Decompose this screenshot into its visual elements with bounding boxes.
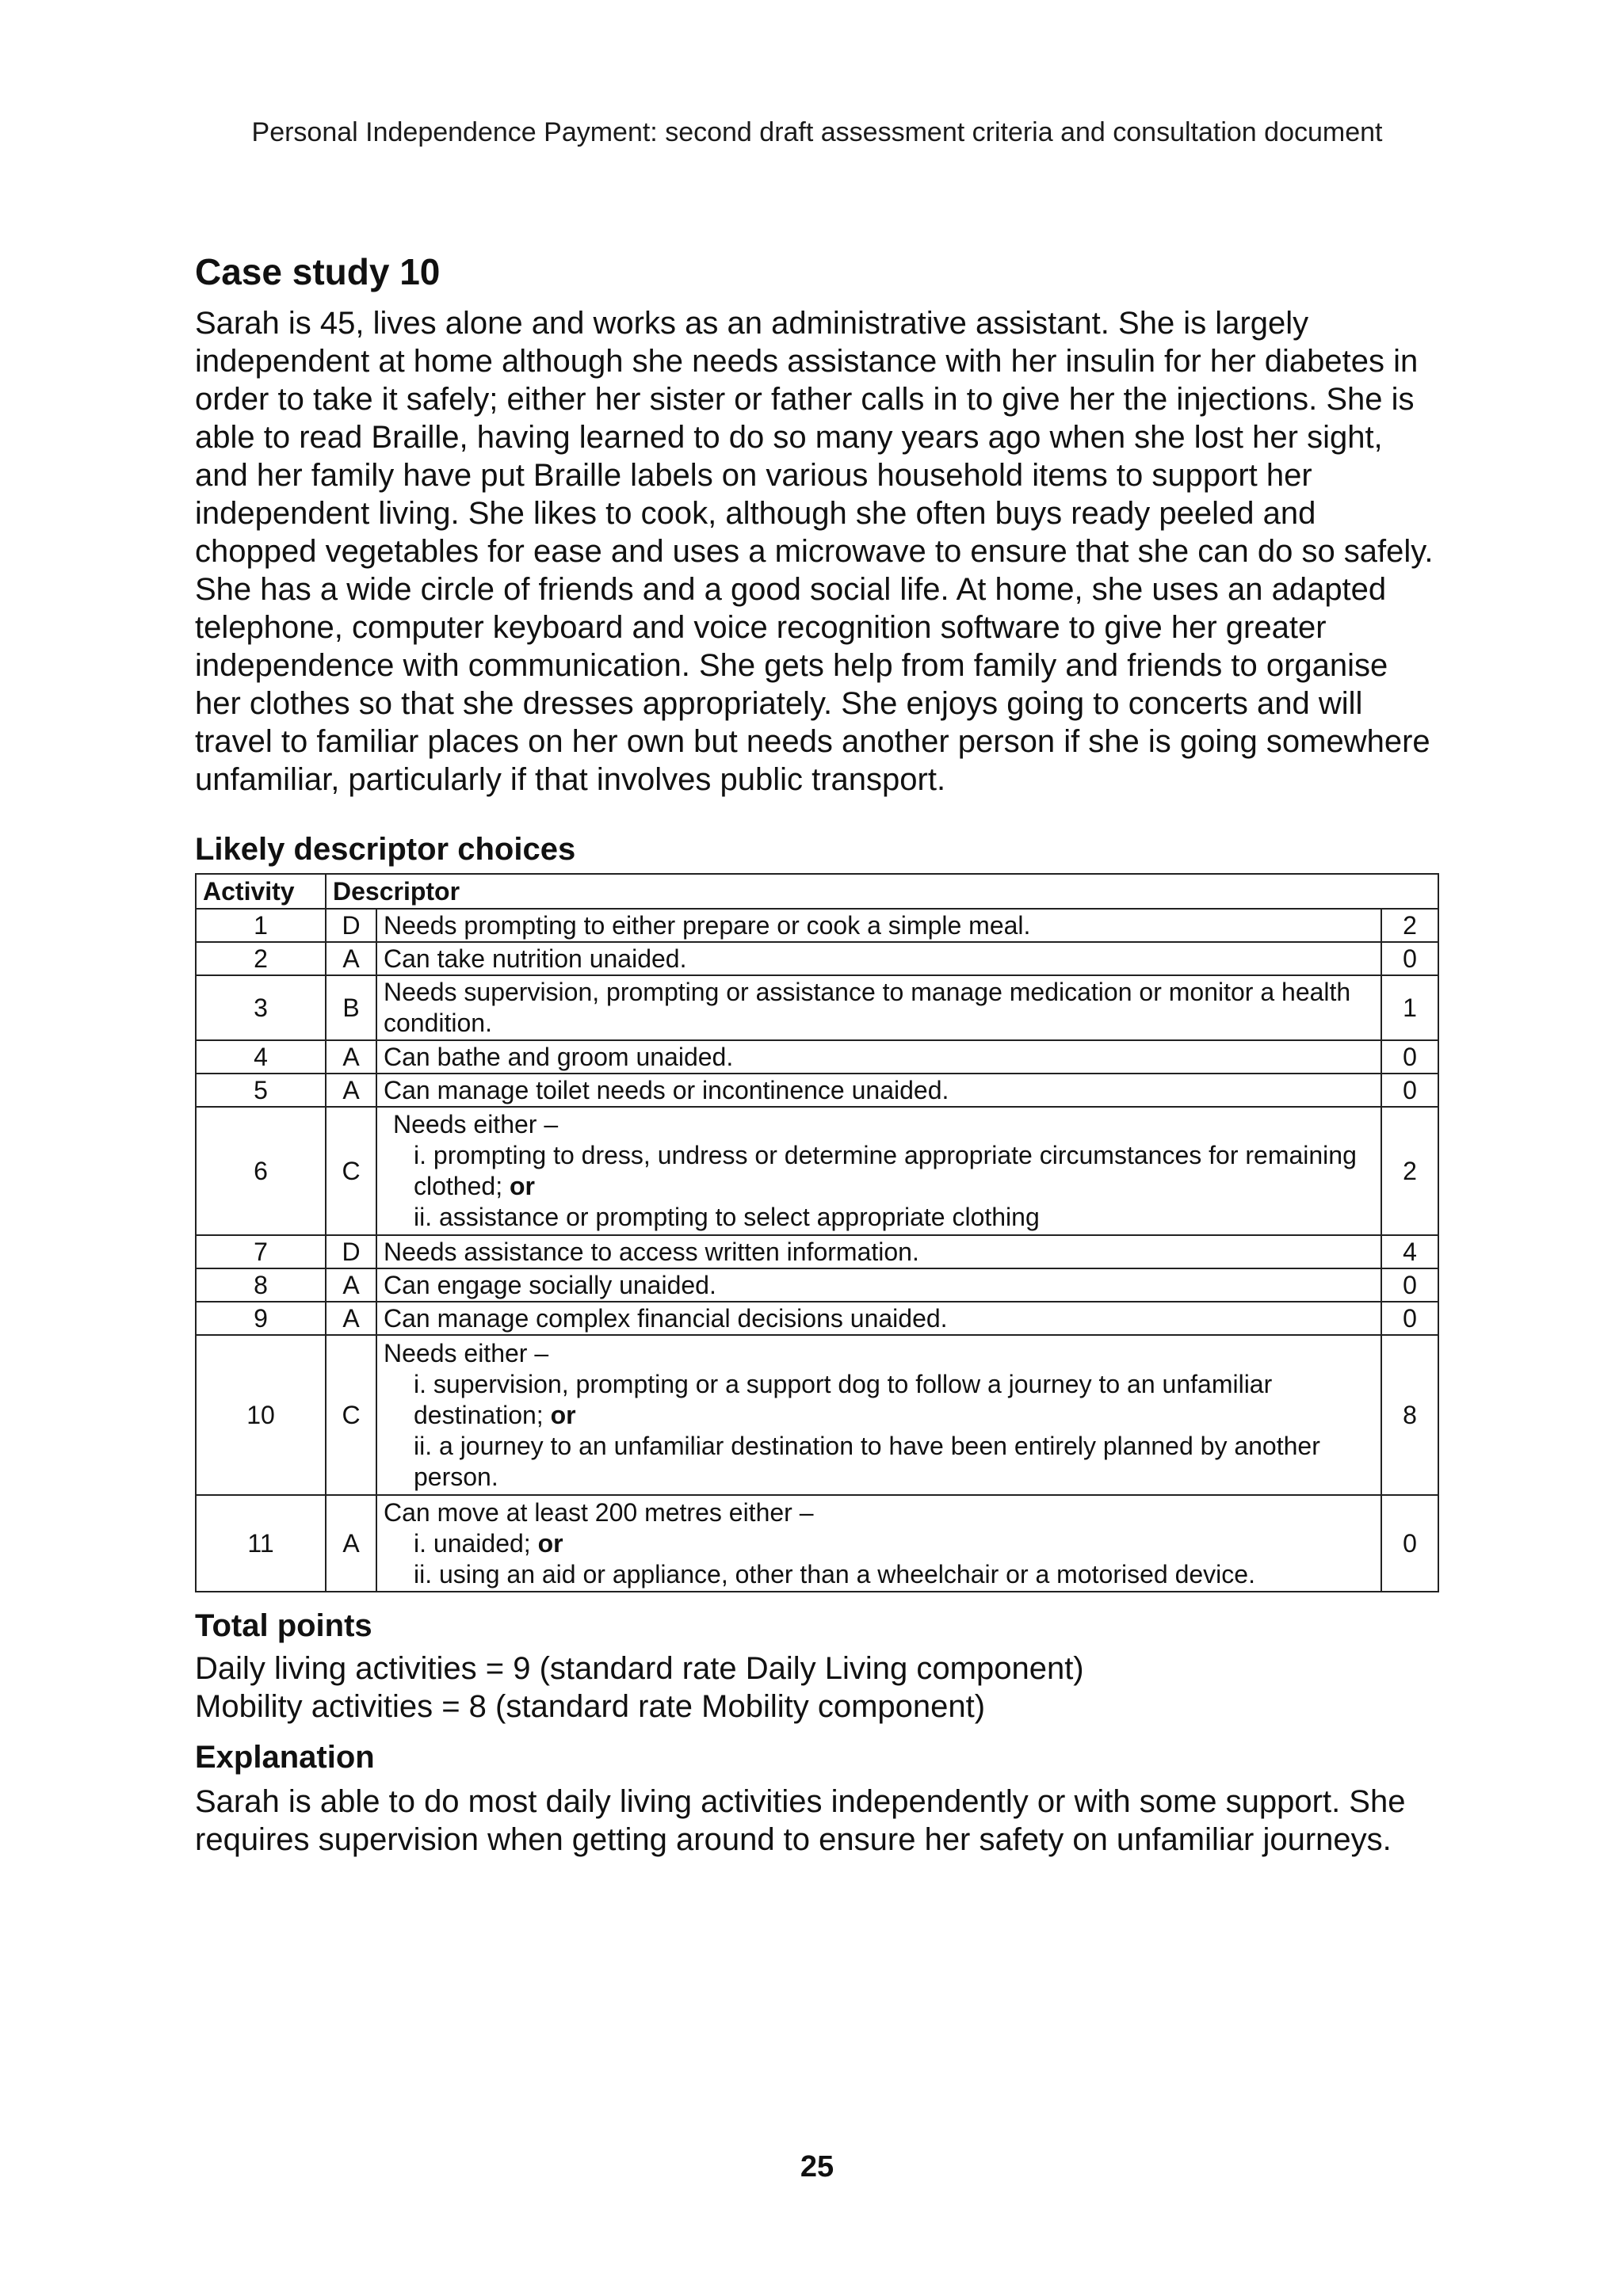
descriptor-text: Needs assistance to access written information.	[376, 1235, 1381, 1268]
option-1-text: i. supervision, prompting or a support dog to follow a journey to an unfamiliar destination;	[414, 1369, 1273, 1429]
descriptor-text: Needs supervision, prompting or assistance to manage medication or monitor a health condition.	[376, 975, 1381, 1040]
mobility-total: Mobility activities = 8 (standard rate Mobility component)	[195, 1689, 986, 1724]
activity-number: 1	[196, 909, 326, 942]
descriptor-text: Can take nutrition unaided.	[376, 942, 1381, 975]
table-row	[196, 1074, 1438, 1107]
descriptor-option-2: ii. a journey to an unfamiliar destination to have been entirely planned by another person.	[414, 1431, 1320, 1491]
activity-number: 7	[196, 1235, 326, 1268]
table-row	[196, 1495, 1438, 1592]
explanation-heading: Explanation	[195, 1740, 375, 1775]
table-row	[196, 1040, 1438, 1074]
or-conjunction: or	[537, 1528, 563, 1558]
option-1-text: i. prompting to dress, undress or determine appropriate circumstances for remaining clothed;	[414, 1141, 1357, 1200]
descriptor-code: A	[326, 1040, 376, 1074]
descriptor-option-1	[384, 1140, 1374, 1202]
activity-number: 4	[196, 1040, 326, 1074]
table-row	[196, 909, 1438, 942]
descriptor-code: A	[326, 1268, 376, 1302]
activity-number: 2	[196, 942, 326, 975]
activity-number: 5	[196, 1074, 326, 1107]
table-row	[196, 1302, 1438, 1335]
descriptor-lead: Needs either –	[393, 1110, 559, 1138]
descriptor-points: 0	[1381, 1268, 1438, 1302]
descriptor-code: D	[326, 909, 376, 942]
descriptor-table	[195, 873, 1439, 1592]
or-conjunction: or	[509, 1172, 535, 1200]
descriptor-option-1	[384, 1369, 1374, 1431]
descriptor-text: Needs prompting to either prepare or cook a simple meal.	[376, 909, 1381, 942]
descriptor-code: A	[326, 1302, 376, 1335]
table-header-row	[196, 874, 1438, 909]
descriptor-code: D	[326, 1235, 376, 1268]
descriptor-points: 0	[1381, 1074, 1438, 1107]
case-narrative: Sarah is 45, lives alone and works as an administrative assistant. She is largely independent at home although she needs assistance with her insulin for her diabetes in order to take it safely; either her sister or father calls in to give her the injections. She is able to read Braille, having learned to do so many years ago when she lost her sight, and her family have put Braille labels on various household items to support her independent living. She likes to cook, although she often buys ready peeled and chopped vegetables for ease and uses a microwave to ensure that she can do so safely. She has a wide circle of friends and a good social life. At home, she uses an adapted telephone, computer keyboard and voice recognition software to give her greater independence with communication. She gets help from family and friends to organise her clothes so that she dresses appropriately. She enjoys going to concerts and will travel to familiar places on her own but needs another person if she is going somewhere unfamiliar, particularly if that involves public transport.	[195, 306, 1434, 797]
page-number: 25	[800, 2150, 834, 2183]
case-study-title: Case study 10	[195, 251, 441, 292]
descriptor-points: 4	[1381, 1235, 1438, 1268]
descriptor-text: Can bathe and groom unaided.	[376, 1040, 1381, 1074]
running-header: Personal Independence Payment: second draft assessment criteria and consultation document	[251, 117, 1383, 147]
descriptor-code: B	[326, 975, 376, 1040]
descriptor-points: 0	[1381, 1040, 1438, 1074]
descriptor-option-2: ii. assistance or prompting to select appropriate clothing	[414, 1203, 1040, 1231]
descriptor-text: Can engage socially unaided.	[376, 1268, 1381, 1302]
descriptor-code: A	[326, 1074, 376, 1107]
descriptor-lead: Needs either –	[384, 1338, 549, 1367]
table-row	[196, 942, 1438, 975]
column-header-descriptor: Descriptor	[326, 874, 1438, 909]
descriptor-code: A	[326, 942, 376, 975]
descriptor-points: 0	[1381, 942, 1438, 975]
descriptor-option-1	[384, 1528, 1374, 1559]
activity-number: 8	[196, 1268, 326, 1302]
descriptor-points: 0	[1381, 1302, 1438, 1335]
descriptor-cell	[376, 1107, 1381, 1235]
table-row	[196, 1268, 1438, 1302]
activity-number: 11	[196, 1495, 326, 1592]
descriptor-points: 2	[1381, 1107, 1438, 1235]
descriptor-points: 8	[1381, 1335, 1438, 1495]
descriptor-text: Can manage toilet needs or incontinence unaided.	[376, 1074, 1381, 1107]
descriptor-points: 1	[1381, 975, 1438, 1040]
table-row	[196, 1335, 1438, 1495]
descriptor-text: Can manage complex financial decisions unaided.	[376, 1302, 1381, 1335]
table-row	[196, 1235, 1438, 1268]
descriptor-cell	[376, 1495, 1381, 1592]
activity-number: 3	[196, 975, 326, 1040]
descriptor-option-2: ii. using an aid or appliance, other than a wheelchair or a motorised device.	[414, 1559, 1255, 1589]
option-1-text: i. unaided;	[414, 1528, 531, 1558]
daily-living-total: Daily living activities = 9 (standard rate Daily Living component)	[195, 1651, 1084, 1686]
column-header-activity: Activity	[196, 874, 326, 909]
descriptor-code: A	[326, 1495, 376, 1592]
explanation-text: Sarah is able to do most daily living activities independently or with some support. She requires supervision when getting around to ensure her safety on unfamiliar journeys.	[195, 1784, 1406, 1857]
activity-number: 9	[196, 1302, 326, 1335]
table-row	[196, 975, 1438, 1040]
total-points-heading: Total points	[195, 1608, 372, 1643]
or-conjunction: or	[550, 1400, 576, 1429]
descriptor-points: 0	[1381, 1495, 1438, 1592]
descriptor-points: 2	[1381, 909, 1438, 942]
descriptor-lead: Can move at least 200 metres either –	[384, 1497, 814, 1527]
descriptor-cell	[376, 1335, 1381, 1495]
descriptor-heading: Likely descriptor choices	[195, 832, 576, 867]
descriptor-code: C	[326, 1335, 376, 1495]
activity-number: 10	[196, 1335, 326, 1495]
descriptor-code: C	[326, 1107, 376, 1235]
activity-number: 6	[196, 1107, 326, 1235]
table-row	[196, 1107, 1438, 1235]
